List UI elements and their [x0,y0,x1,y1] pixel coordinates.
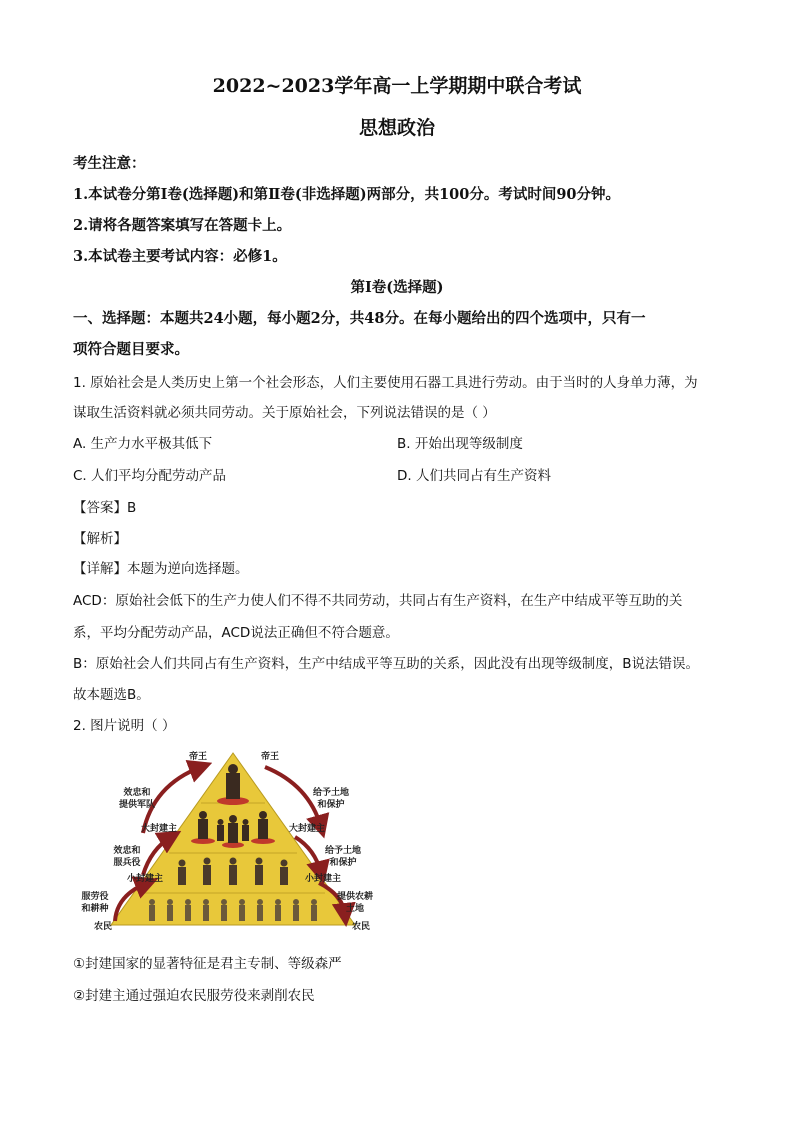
notice-item-2: 2.请将各题答案填写在答题卡上。 [73,217,292,234]
right-label-1: 给予土地 [312,788,350,798]
section-title: 第Ⅰ卷(选择题) [350,279,444,296]
q1-option-c: C. 人们平均分配劳动产品 [73,468,227,484]
q2-stem: 2. 图片说明（ ） [73,718,176,734]
left-label-8: 和耕种 [81,904,109,914]
q1-stem-1: 1. 原始社会是人类历史上第一个社会形态，人们主要使用石器工具进行劳动。由于当时的人身单力薄，为 [73,375,698,391]
left-label-4: 效忠和 [113,846,141,856]
q1-stem-2: 谋取生活资料就必须共同劳动。关于原始社会，下列说法错误的是（ ） [73,405,496,421]
left-label-5: 服兵役 [113,858,141,868]
left-label-2: 提供军队 [118,800,156,810]
q1-option-a: A. 生产力水平极其低下 [73,436,213,452]
notice-heading: 考生注意： [73,155,146,172]
exam-title: 2022~2023学年高一上学期期中联合考试 [212,75,582,97]
q1-b-explanation: B：原始社会人们共同占有生产资料，生产中结成平等互助的关系，因此没有出现等级制度，B说法错误。 [73,656,700,672]
right-label-6: 小封建主 [304,874,342,884]
top-label-right: 帝王 [261,752,280,762]
exam-subject: 思想政治 [358,117,435,139]
left-label-9: 农民 [93,922,113,932]
right-label-8: 土地 [345,904,365,914]
right-label-2: 和保护 [317,800,345,810]
q1-analysis-label: 【解析】 [73,531,127,547]
notice-item-1: 1.本试卷分第Ⅰ卷(选择题)和第Ⅱ卷(非选择题)两部分，共100分。考试时间90分钟。 [73,186,621,203]
top-label-left: 帝王 [188,752,207,762]
right-label-9: 农民 [351,922,371,932]
q1-option-b: B. 开始出现等级制度 [397,436,523,452]
feudal-pyramid-figure [73,745,373,935]
q1-acd-2: 系，平均分配劳动产品，ACD说法正确但不符合题意。 [73,625,399,641]
q1-acd-1: ACD：原始社会低下的生产力使人们不得不共同劳动，共同占有生产资料，在生产中结成平等互助的关 [73,593,683,609]
q2-statement-1: ①封建国家的显著特征是君主专制、等级森严 [73,956,342,972]
left-label-6: 小封建主 [126,874,164,884]
right-label-4: 给予土地 [324,846,362,856]
q1-answer: 【答案】B [73,500,137,516]
q2-statement-2: ②封建主通过强迫农民服劳役来剥削农民 [73,988,315,1004]
section-instruction-2: 项符合题目要求。 [73,341,189,358]
right-label-7: 提供农耕 [336,892,373,902]
section-instruction-1: 一、选择题：本题共24小题，每小题2分，共48分。在每小题给出的四个选项中，只有一 [73,310,646,327]
q1-detail: 【详解】本题为逆向选择题。 [73,561,249,577]
left-label-3: 大封建主 [140,824,178,834]
q1-conclusion: 故本题选B。 [73,687,150,703]
left-label-7: 服劳役 [81,892,109,902]
right-label-5: 和保护 [329,858,357,868]
q1-option-d: D. 人们共同占有生产资料 [397,468,551,484]
left-label-1: 效忠和 [123,788,151,798]
notice-item-3: 3.本试卷主要考试内容：必修1。 [73,248,287,265]
right-label-3: 大封建主 [288,824,326,834]
great-lord-figures [191,811,275,848]
